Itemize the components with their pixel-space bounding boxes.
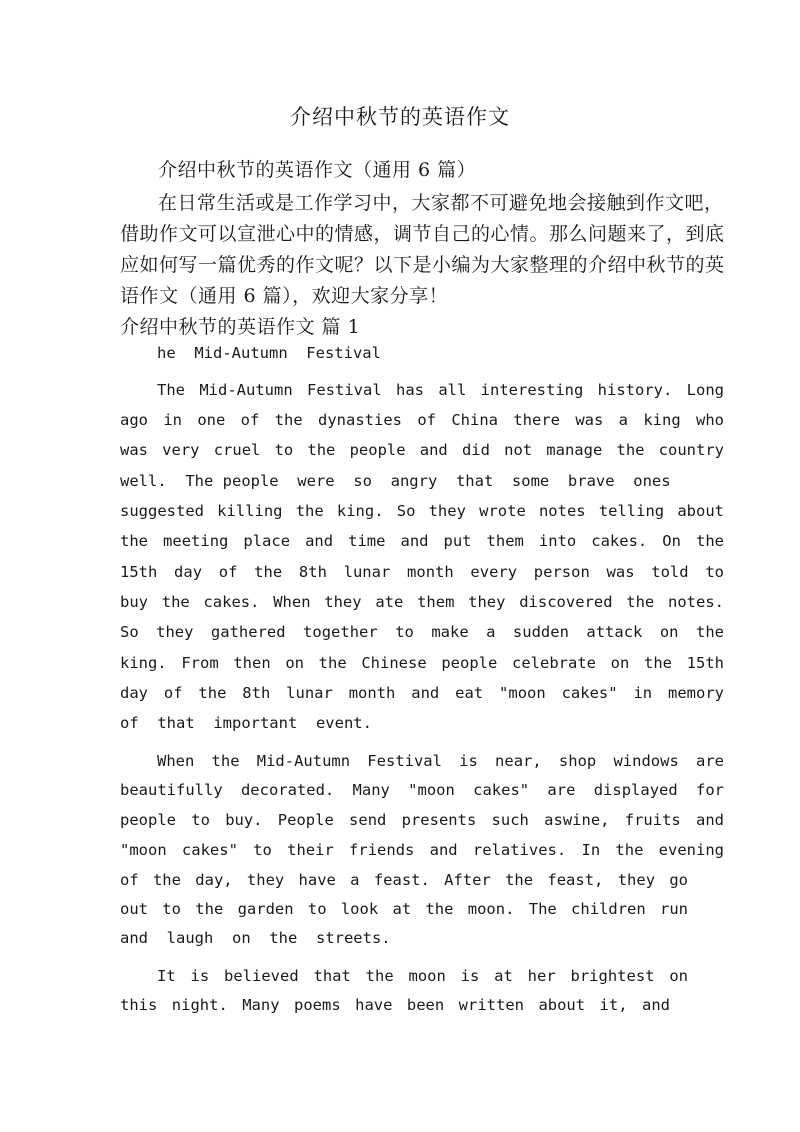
- document-title: 介绍中秋节的英语作文: [290, 105, 510, 129]
- paragraph-line: out to the garden to look at the moon. The children run: [120, 900, 688, 918]
- document-subtitle: 介绍中秋节的英语作文（通用 6 篇）: [158, 159, 477, 181]
- paragraph-line: day of the 8th lunar month and eat "moon cakes" in memory: [120, 684, 724, 702]
- paragraph-line: When the Mid-Autumn Festival is near, shop windows are: [157, 752, 724, 770]
- paragraph-line: people to buy. People send presents such aswine, fruits and: [120, 811, 724, 829]
- intro-line: 应如何写一篇优秀的作文呢？以下是小编为大家整理的介绍中秋节的英: [120, 254, 725, 276]
- paragraph-line: The Mid-Autumn Festival has all interesting history. Long: [157, 381, 724, 399]
- section-heading: 介绍中秋节的英语作文 篇 1: [120, 316, 361, 338]
- paragraph-line: well. The people were so angry that some brave ones: [120, 472, 671, 490]
- paragraph-line: 15th day of the 8th lunar month every person was told to: [120, 563, 724, 581]
- paragraph-line: beautifully decorated. Many "moon cakes" are displayed for: [120, 781, 724, 799]
- essay-title: he Mid-Autumn Festival: [157, 344, 381, 362]
- paragraph-line: buy the cakes. When they ate them they discovered the notes.: [120, 593, 724, 611]
- paragraph-line: "moon cakes" to their friends and relatives. In the evening: [120, 841, 724, 859]
- paragraph-line: the meeting place and time and put them into cakes. On the: [120, 532, 724, 550]
- paragraph-line: was very cruel to the people and did not manage the country: [120, 441, 724, 459]
- paragraph-line: So they gathered together to make a sudden attack on the: [120, 623, 724, 641]
- paragraph-line: It is believed that the moon is at her brightest on: [157, 967, 688, 985]
- paragraph-line: king. From then on the Chinese people celebrate on the 15th: [120, 654, 724, 672]
- paragraph-line: suggested killing the king. So they wrote notes telling about: [120, 502, 724, 520]
- paragraph-line: of that important event.: [120, 714, 372, 732]
- paragraph-line: this night. Many poems have been written about it, and: [120, 996, 670, 1014]
- intro-line: 借助作文可以宣泄心中的情感，调节自己的心情。那么问题来了，到底: [120, 223, 725, 245]
- paragraph-line: and laugh on the streets.: [120, 929, 391, 947]
- intro-line: 在日常生活或是工作学习中，大家都不可避免地会接触到作文吧，: [158, 192, 724, 214]
- paragraph-line: of the day, they have a feast. After the feast, they go: [120, 871, 688, 889]
- paragraph-line: ago in one of the dynasties of China there was a king who: [120, 411, 724, 429]
- intro-line: 语作文（通用 6 篇），欢迎大家分享！: [120, 285, 449, 307]
